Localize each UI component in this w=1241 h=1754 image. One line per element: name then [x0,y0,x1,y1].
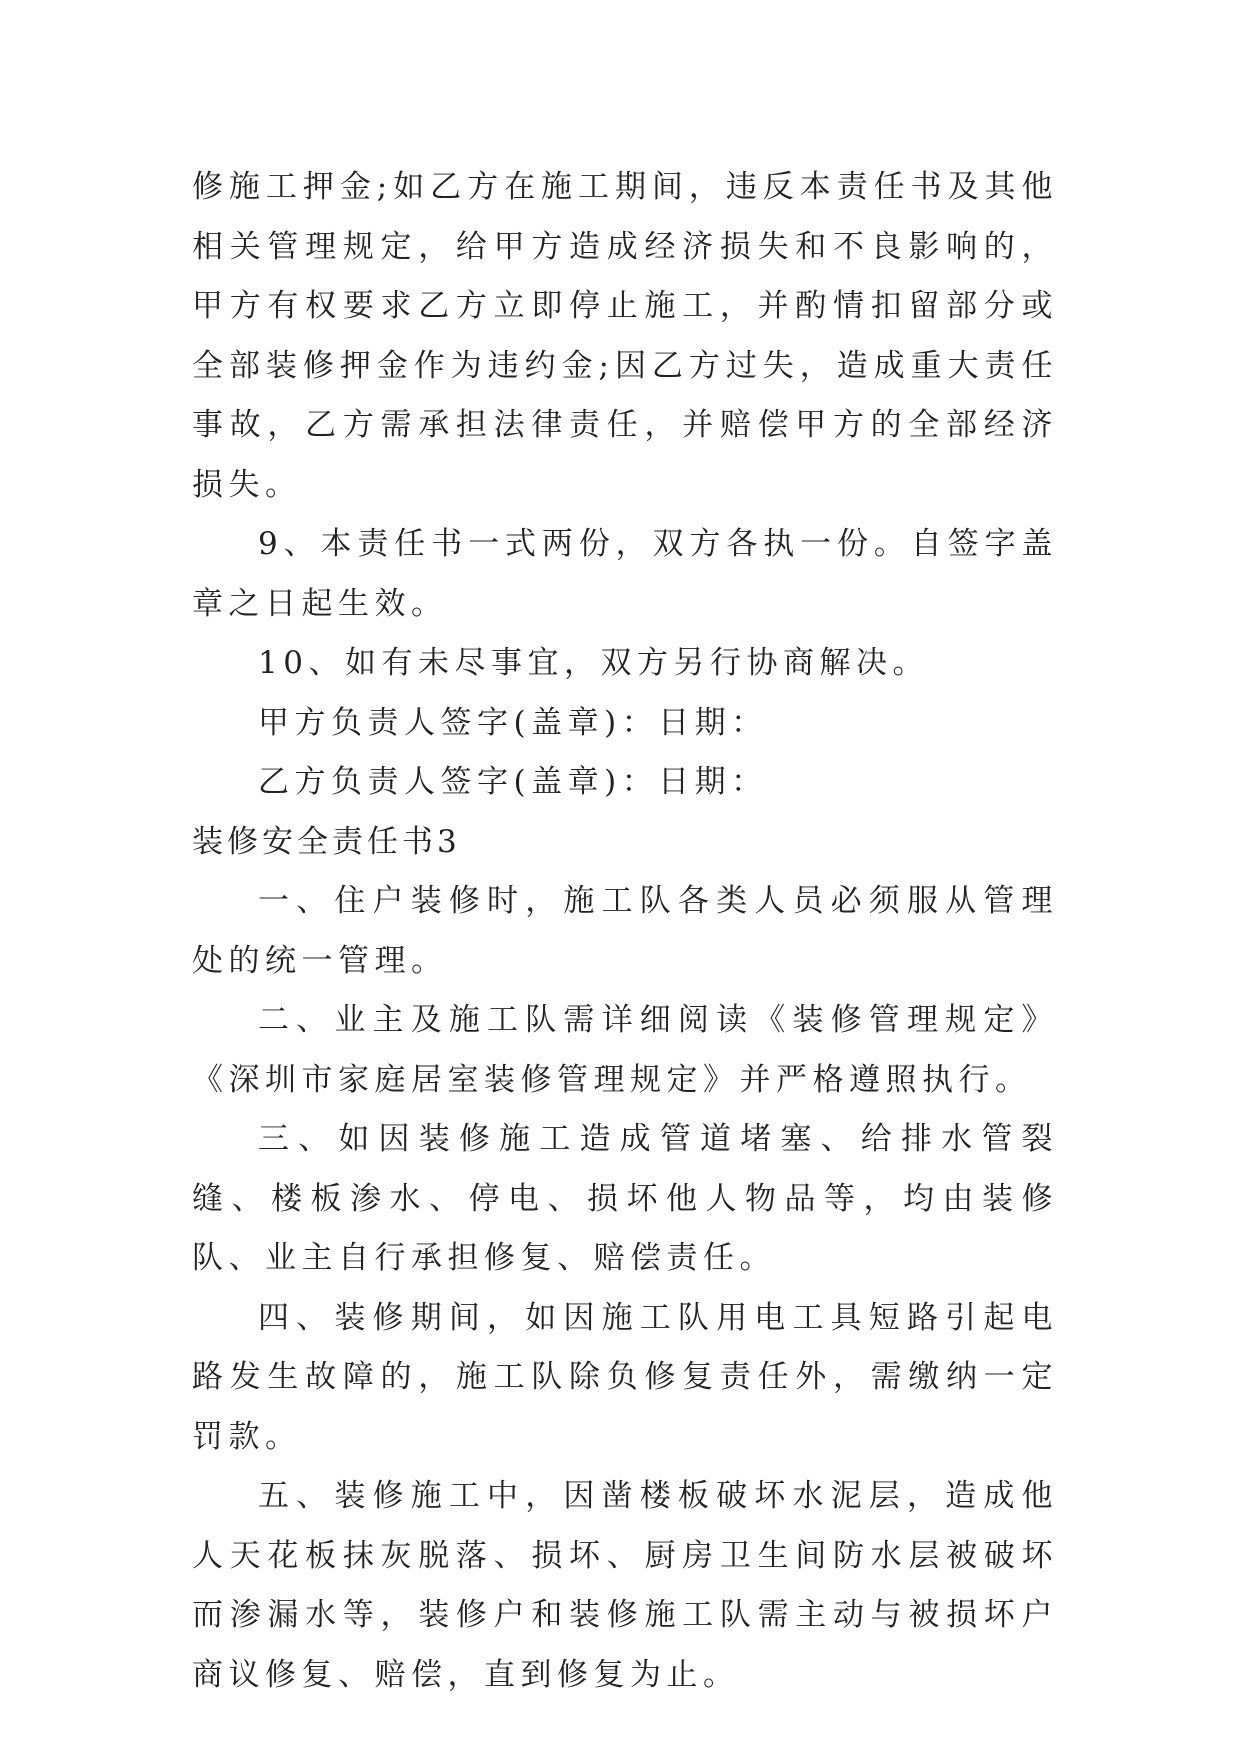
paragraph-item-9: 9、本责任书一式两份，双方各执一份。自签字盖章之日起生效。 [192,526,1058,622]
section-heading: 装修安全责任书3 [192,823,461,860]
clause-3: 三、如因装修施工造成管道堵塞、给排水管裂缝、楼板渗水、停电、损坏他人物品等，均由装修队、业主自行承担修复、赔偿责任。 [192,1121,1058,1276]
clause-4: 四、装修期间，如因施工队用电工具短路引起电路发生故障的，施工队除负修复责任外，需缴纳一定罚款。 [192,1299,1058,1455]
clause-1: 一、住户装修时，施工队各类人员必须服从管理处的统一管理。 [192,883,1058,979]
paragraph-item-10: 10、如有未尽事宜，双方另行协商解决。 [258,645,929,681]
paragraph-continuation: 修施工押金;如乙方在施工期间，违反本责任书及其他相关管理规定，给甲方造成经济损失和不良影响的，甲方有权要求乙方立即停止施工，并酌情扣留部分或全部装修押金作为违约金;因乙方过失，造成重大责任事故，乙方需承担法律责任，并赔偿甲方的全部经济损失。 [192,169,1058,503]
signature-line-party-a: 甲方负责人签字(盖章)：日期： [258,704,768,741]
clause-2: 二、业主及施工队需详细阅读《装修管理规定》《深圳市家庭居室装修管理规定》并严格遵照执行。 [192,1002,1058,1098]
signature-line-party-b: 乙方负责人签字(盖章)：日期： [258,764,768,800]
document-body [192,158,1058,1705]
clause-5: 五、装修施工中，因凿楼板破坏水泥层，造成他人天花板抹灰脱落、损坏、厨房卫生间防水层被破坏而渗漏水等，装修户和装修施工队需主动与被损坏户商议修复、赔偿，直到修复为止。 [192,1478,1058,1693]
